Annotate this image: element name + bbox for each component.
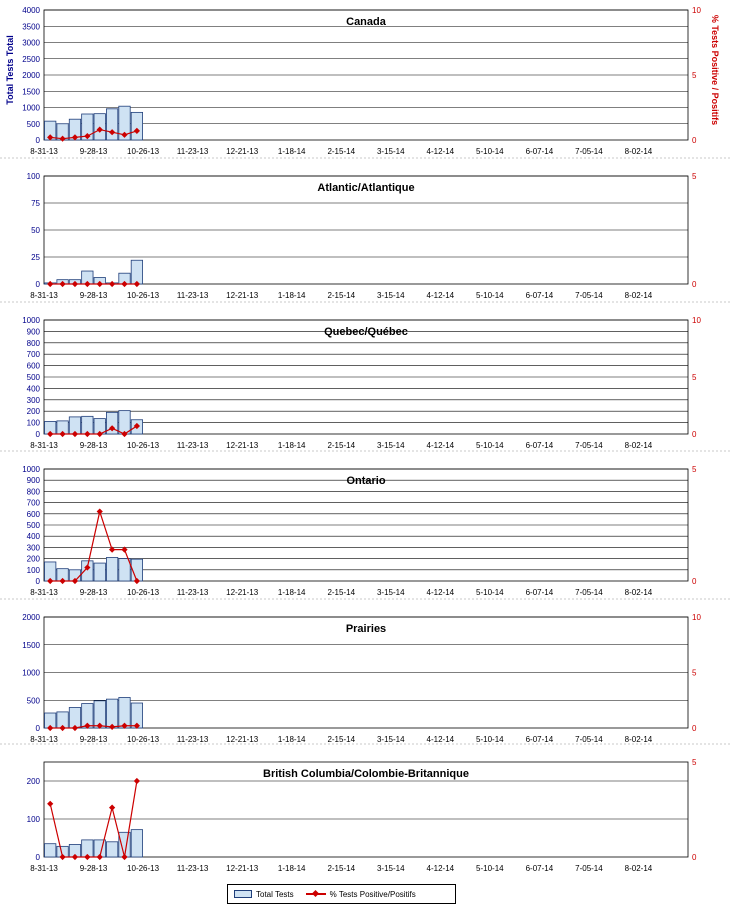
y-tick-label: 400 [26,532,40,542]
x-tick-label: 9-28-13 [79,735,108,744]
legend-line-swatch [306,890,326,898]
y-tick-label: 900 [26,327,40,337]
y-axis-title: Total Tests Total [5,35,15,105]
x-tick-label: 8-02-14 [624,735,653,744]
y-tick-label: 0 [35,853,40,862]
legend-bar-label: Total Tests [256,889,294,899]
x-tick-label: 11-23-13 [176,588,209,597]
x-tick-label: 1-18-14 [277,147,306,156]
marker-percent-positive [109,804,115,810]
y-tick-label: 3000 [22,38,40,48]
x-tick-label: 11-23-13 [176,864,209,873]
chart-title: Prairies [345,623,387,635]
x-tick-label: 9-28-13 [79,864,108,873]
x-tick-label: 4-12-14 [426,588,455,597]
y-tick-label: 1500 [22,87,40,97]
chart-title: Atlantic/Atlantique [317,182,415,194]
bar-total-tests [106,109,117,140]
chart-panel-1 [5,6,720,156]
y-tick-label: 200 [26,554,40,564]
x-tick-label: 5-10-14 [476,864,504,873]
y2-tick-label: 0 [692,577,697,586]
y-tick-label: 1500 [22,640,40,650]
x-tick-label: 6-07-14 [525,864,554,873]
x-tick-label: 8-02-14 [624,588,653,597]
x-tick-label: 1-18-14 [277,864,306,873]
y-tick-label: 25 [31,253,40,262]
x-tick-label: 9-28-13 [79,147,108,156]
x-tick-label: 12-21-13 [226,147,259,156]
y-tick-label: 100 [26,418,40,428]
y2-tick-label: 5 [692,373,697,382]
x-tick-label: 8-31-13 [30,864,58,873]
x-tick-label: 11-23-13 [176,735,209,744]
x-tick-label: 8-31-13 [30,441,58,450]
chart-title: British Columbia/Colombie-Britannique [263,768,469,780]
x-tick-label: 7-05-14 [575,441,603,450]
y-tick-label: 3500 [22,22,40,32]
x-tick-label: 2-15-14 [327,441,356,450]
x-tick-label: 10-26-13 [127,441,160,450]
x-tick-label: 8-02-14 [624,147,653,156]
y2-tick-label: 0 [692,280,697,289]
x-tick-label: 10-26-13 [127,735,160,744]
chart-panel-3 [0,302,730,450]
bar-total-tests [119,411,130,434]
x-tick-label: 6-07-14 [525,735,554,744]
x-tick-label: 6-07-14 [525,588,554,597]
x-tick-label: 4-12-14 [426,147,455,156]
y-tick-label: 800 [26,487,40,497]
x-tick-label: 12-21-13 [226,735,259,744]
y-tick-label: 400 [26,384,40,394]
x-tick-label: 2-15-14 [327,864,356,873]
marker-percent-positive [109,281,115,287]
x-tick-label: 8-31-13 [30,291,58,300]
x-tick-label: 12-21-13 [226,864,259,873]
chart-panel-2 [0,158,730,300]
y-tick-label: 0 [35,136,40,145]
x-tick-label: 5-10-14 [476,735,504,744]
bar-total-tests [131,830,142,857]
x-tick-label: 4-12-14 [426,291,455,300]
y-tick-label: 0 [35,724,40,733]
x-tick-label: 9-28-13 [79,588,108,597]
x-tick-label: 12-21-13 [226,441,259,450]
y2-tick-label: 5 [692,465,697,474]
bar-total-tests [119,559,130,581]
x-tick-label: 11-23-13 [176,147,209,156]
x-tick-label: 5-10-14 [476,441,504,450]
chart-title: Canada [346,16,386,28]
x-tick-label: 3-15-14 [376,588,405,597]
x-tick-label: 3-15-14 [376,735,405,744]
y2-tick-label: 5 [692,668,697,678]
bar-total-tests [94,563,105,581]
x-tick-label: 5-10-14 [476,291,504,300]
x-tick-label: 8-02-14 [624,864,653,873]
x-tick-label: 2-15-14 [327,735,356,744]
x-tick-label: 3-15-14 [376,147,405,156]
x-tick-label: 9-28-13 [79,291,108,300]
y-tick-label: 1000 [22,103,40,113]
x-tick-label: 10-26-13 [127,147,160,156]
x-tick-label: 1-18-14 [277,735,306,744]
x-tick-label: 4-12-14 [426,864,455,873]
y-tick-label: 500 [26,521,40,530]
y2-tick-label: 5 [692,172,697,181]
x-tick-label: 3-15-14 [376,864,405,873]
x-tick-label: 5-10-14 [476,147,504,156]
x-tick-label: 10-26-13 [127,864,160,873]
x-tick-label: 1-18-14 [277,588,306,597]
marker-percent-positive [47,801,53,807]
y2-tick-label: 0 [692,724,697,733]
chart-legend [227,884,456,904]
chart-panel-5 [0,599,730,744]
y-tick-label: 600 [26,361,40,371]
bar-total-tests [106,842,117,857]
bar-total-tests [45,844,56,857]
x-tick-label: 3-15-14 [376,441,405,450]
y-tick-label: 700 [26,498,40,508]
legend-line-label: % Tests Positive/Positifs [329,889,416,899]
y2-tick-label: 10 [692,6,701,15]
y-tick-label: 100 [26,815,40,824]
y-tick-label: 2000 [22,71,40,80]
x-tick-label: 7-05-14 [575,588,603,597]
chart-panel-4 [0,451,730,597]
y-tick-label: 500 [26,373,40,382]
x-tick-label: 6-07-14 [525,441,554,450]
bar-total-tests [106,557,117,581]
x-tick-label: 12-21-13 [226,588,259,597]
marker-percent-positive [47,281,53,287]
y-tick-label: 2000 [22,613,40,622]
y-tick-label: 100 [26,172,40,181]
x-tick-label: 11-23-13 [176,441,209,450]
x-tick-label: 8-31-13 [30,147,58,156]
legend-bar-swatch [234,890,252,898]
x-tick-label: 8-31-13 [30,588,58,597]
x-tick-label: 4-12-14 [426,735,455,744]
y-tick-label: 600 [26,509,40,519]
x-tick-label: 7-05-14 [575,147,603,156]
x-tick-label: 6-07-14 [525,291,554,300]
x-tick-label: 10-26-13 [127,588,160,597]
x-tick-label: 11-23-13 [176,291,209,300]
y-tick-label: 1000 [22,316,40,325]
bar-total-tests [106,699,117,728]
x-tick-label: 3-15-14 [376,291,405,300]
legend-item-percent-positive [306,890,416,899]
y2-tick-label: 10 [692,613,701,622]
chart-title: Ontario [346,475,386,487]
x-tick-label: 8-02-14 [624,291,653,300]
y-tick-label: 300 [26,543,40,553]
x-tick-label: 8-02-14 [624,441,653,450]
bar-total-tests [131,260,142,284]
y-tick-label: 200 [26,777,40,786]
chart-title: Quebec/Québec [324,326,408,338]
x-tick-label: 7-05-14 [575,291,603,300]
y-tick-label: 0 [35,577,40,586]
y-tick-label: 100 [26,565,40,575]
x-tick-label: 1-18-14 [277,441,306,450]
y-tick-label: 50 [31,226,40,235]
y-tick-label: 200 [26,407,40,417]
x-tick-label: 2-15-14 [327,291,356,300]
x-tick-label: 7-05-14 [575,864,603,873]
x-tick-label: 10-26-13 [127,291,160,300]
y-tick-label: 2500 [22,54,40,64]
y-tick-label: 500 [26,696,40,706]
y-tick-label: 4000 [22,6,40,15]
x-tick-label: 2-15-14 [327,147,356,156]
y-tick-label: 300 [26,395,40,405]
y-tick-label: 900 [26,476,40,486]
x-tick-label: 5-10-14 [476,588,504,597]
y2-axis-title: % Tests Positive / Positifs [710,14,720,126]
chart-panel-6 [0,744,730,873]
y-tick-label: 75 [31,199,40,208]
y-tick-label: 0 [35,280,40,289]
marker-percent-positive [134,778,140,784]
x-tick-label: 7-05-14 [575,735,603,744]
x-tick-label: 1-18-14 [277,291,306,300]
y-tick-label: 500 [26,119,40,129]
bar-total-tests [82,561,93,581]
y2-tick-label: 0 [692,853,697,862]
legend-item-total-tests [234,890,294,899]
y2-tick-label: 0 [692,136,697,145]
y2-tick-label: 5 [692,758,697,767]
y-tick-label: 0 [35,430,40,439]
x-tick-label: 12-21-13 [226,291,259,300]
x-tick-label: 2-15-14 [327,588,356,597]
y-tick-label: 1000 [22,668,40,678]
y-tick-label: 700 [26,350,40,360]
y2-tick-label: 10 [692,316,701,325]
x-tick-label: 4-12-14 [426,441,455,450]
y-tick-label: 800 [26,338,40,348]
y2-tick-label: 5 [692,71,697,80]
bar-total-tests [131,112,142,140]
x-tick-label: 6-07-14 [525,147,554,156]
x-tick-label: 8-31-13 [30,735,58,744]
y2-tick-label: 0 [692,430,697,439]
y-tick-label: 1000 [22,465,40,474]
x-tick-label: 9-28-13 [79,441,108,450]
